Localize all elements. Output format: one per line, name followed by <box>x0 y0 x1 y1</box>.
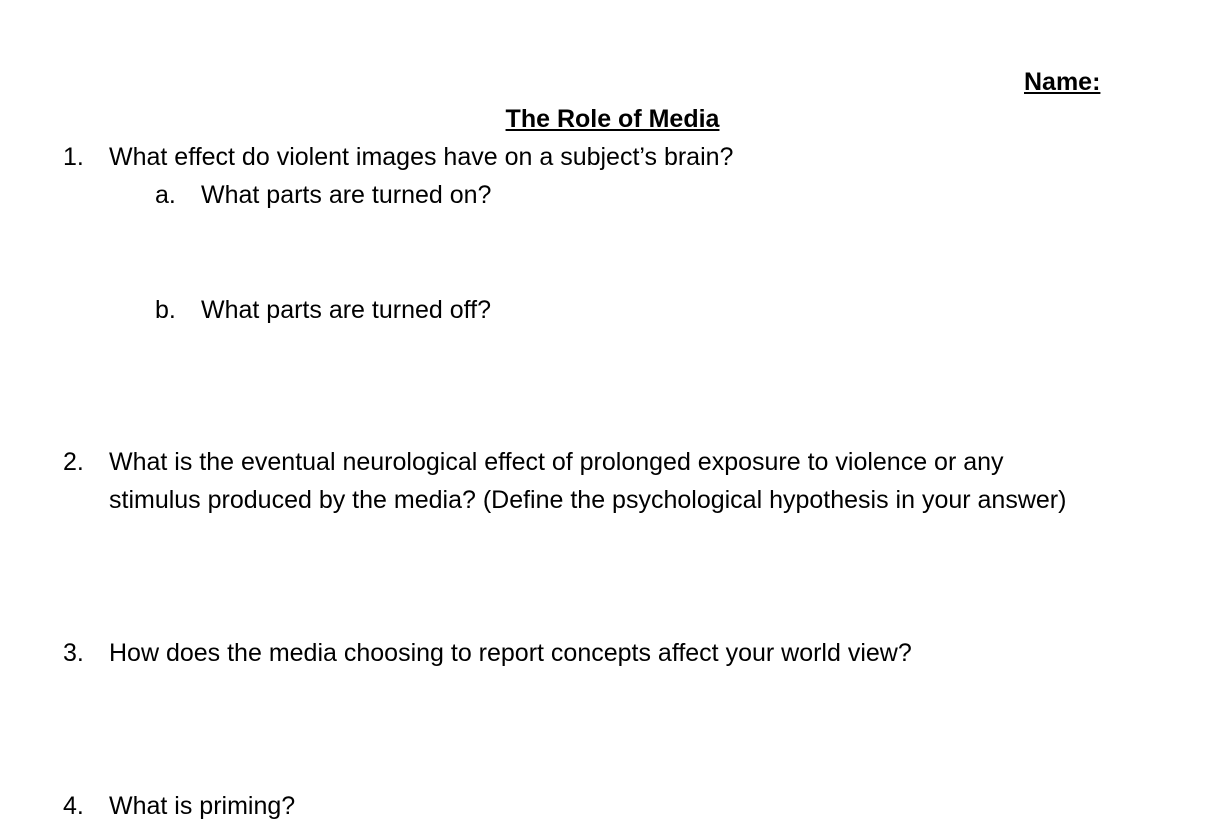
page-title: The Role of Media <box>505 105 720 133</box>
subquestion-letter: b. <box>155 296 176 324</box>
name-label: Name: <box>1024 68 1101 96</box>
subquestion-text: What parts are turned off? <box>201 296 491 324</box>
subquestion-text: What parts are turned on? <box>201 181 492 209</box>
question-text-line: What is the eventual neurological effect of prolonged exposure to violence or any <box>109 448 1004 476</box>
question-text-line: stimulus produced by the media? (Define the psychological hypothesis in your answer) <box>109 486 1067 514</box>
question-text: How does the media choosing to report concepts affect your world view? <box>109 639 912 667</box>
question-number: 4. <box>63 792 84 820</box>
question-number: 3. <box>63 639 84 667</box>
question-number: 1. <box>63 143 84 171</box>
question-number: 2. <box>63 448 84 476</box>
question-text: What effect do violent images have on a subject’s brain? <box>109 143 734 171</box>
question-text: What is priming? <box>109 792 296 820</box>
subquestion-letter: a. <box>155 181 176 209</box>
